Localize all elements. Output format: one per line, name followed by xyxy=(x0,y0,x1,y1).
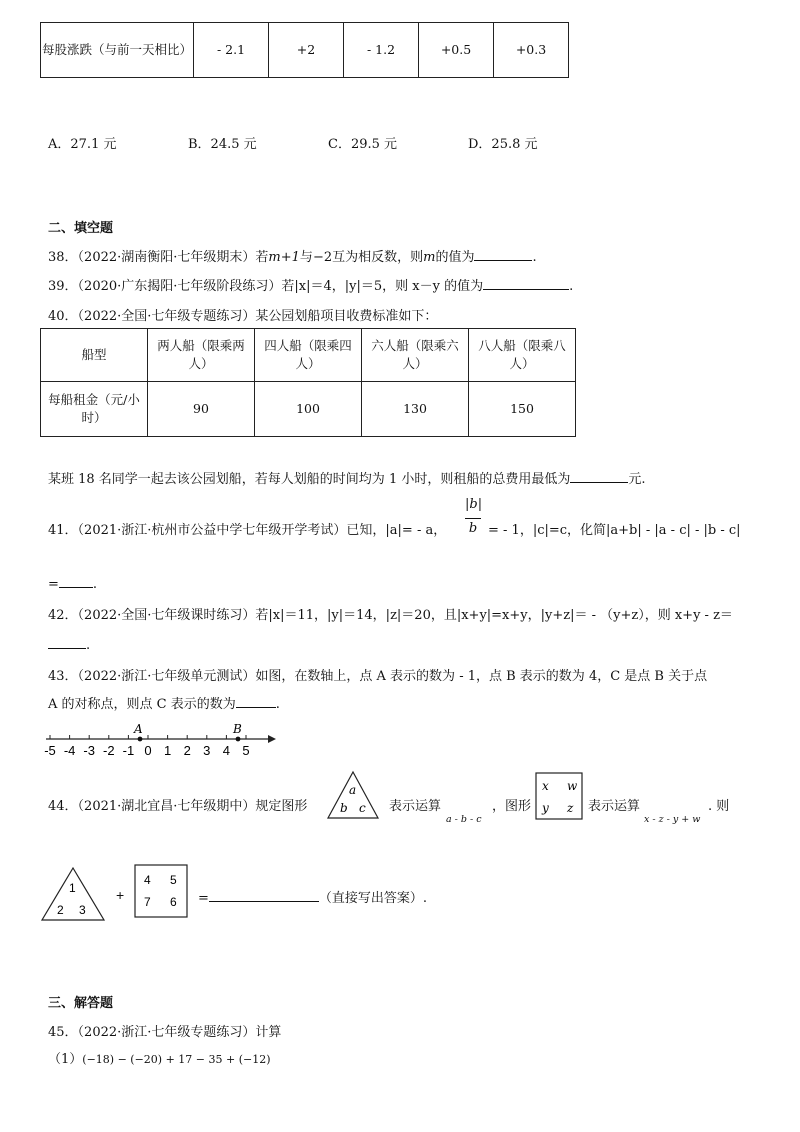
square-number: 7 xyxy=(144,895,151,909)
table-row xyxy=(41,382,576,437)
question-text: . 则 xyxy=(708,799,730,814)
punctuation: . xyxy=(532,250,537,265)
number-line-arrow xyxy=(268,735,276,743)
table-header: 船型 xyxy=(41,329,148,382)
fraction-bar xyxy=(465,518,481,519)
answer-blank xyxy=(209,887,319,902)
plus-sign: + xyxy=(116,887,125,903)
punctuation: 元. xyxy=(628,472,646,487)
question-text: 表示运算 xyxy=(389,799,442,814)
square-symbol xyxy=(535,772,583,820)
number-line-tick-label: 3 xyxy=(203,743,211,758)
question-text: 表示运算 xyxy=(588,799,641,814)
math-variable: m xyxy=(423,250,436,265)
question-text: 某公园划船项目收费标准如下： xyxy=(255,309,438,324)
table-cell: +0.3 xyxy=(494,23,569,78)
table-header: 四人船（限乘四人） xyxy=(255,329,362,382)
question-number: 38． xyxy=(48,250,78,265)
square-letter-z: z xyxy=(567,801,574,815)
table-cell: 150 xyxy=(469,382,576,437)
question-text: 已知，|a|= - a， xyxy=(346,523,447,538)
question-text: 规定图形 xyxy=(255,799,308,814)
stock-change-table xyxy=(40,22,569,78)
question-45-part1 xyxy=(48,1048,271,1067)
question-40 xyxy=(48,305,437,324)
question-41-text: = - 1，|c|=c，化简|a+b| - |a - c| - |b - c| xyxy=(488,523,741,538)
question-43 xyxy=(48,665,707,684)
section-heading: 三、解答题 xyxy=(48,996,114,1011)
question-text: 互为相反数，则 xyxy=(332,250,424,265)
point-b-label: B xyxy=(233,722,242,736)
question-45 xyxy=(48,1021,281,1040)
option-d: D．25.8 元 xyxy=(468,137,538,152)
punctuation: . xyxy=(569,279,574,294)
number-square xyxy=(134,864,188,918)
question-number: 44． xyxy=(48,799,78,814)
point-a xyxy=(138,737,143,742)
square-number: 6 xyxy=(170,895,177,909)
table-cell: +2 xyxy=(269,23,344,78)
fraction-numerator: |b| xyxy=(465,497,483,512)
question-number: 39． xyxy=(48,279,78,294)
number-line-tick-label: 0 xyxy=(144,743,152,758)
answer-blank xyxy=(59,573,93,588)
square-operation: x - z - y + w xyxy=(644,814,701,825)
question-42 xyxy=(48,604,733,623)
equals-sign: = xyxy=(198,891,209,906)
equals-sign: = xyxy=(48,577,59,592)
square-number: 5 xyxy=(170,873,177,887)
triangle-letter-a: a xyxy=(349,783,357,797)
point-b xyxy=(236,737,241,742)
question-source: （2021·湖北宜昌·七年级期中） xyxy=(77,799,256,814)
table-cell: 130 xyxy=(362,382,469,437)
question-source: （2022·浙江·七年级专题练习） xyxy=(77,1025,256,1040)
question-44-answer xyxy=(198,887,427,906)
square-letter-y: y xyxy=(542,801,549,815)
triangle-symbol xyxy=(326,770,380,820)
question-source: （2021·浙江·杭州市公益中学七年级开学考试） xyxy=(77,523,347,538)
table-cell: 90 xyxy=(148,382,255,437)
point-a-label: A xyxy=(134,722,143,736)
section-heading: 二、填空题 xyxy=(48,221,114,236)
punctuation: . xyxy=(86,638,91,653)
option-a: A．27.1 元 xyxy=(48,137,117,152)
table-row xyxy=(41,23,569,78)
question-text: ，图形 xyxy=(492,799,532,814)
triangle-letter-c: c xyxy=(359,801,366,815)
option-b: B．24.5 元 xyxy=(188,137,257,152)
answer-blank xyxy=(570,468,628,483)
question-text: （直接写出答案）. xyxy=(318,891,428,906)
number-line-tick-label: 2 xyxy=(183,743,191,758)
question-text: 的值为 xyxy=(435,250,475,265)
table-row xyxy=(41,329,576,382)
number-line-tick-label: -5 xyxy=(44,743,56,758)
triangle-number-left: 2 xyxy=(57,903,64,917)
question-number: 40． xyxy=(48,309,78,324)
boat-fee-table xyxy=(40,328,576,437)
fraction-denominator: b xyxy=(468,521,478,536)
question-text: 若|x|＝11，|y|＝14，|z|＝20，且|x+y|=x+y，|y+z|＝ - （y+z），则 x+y - z＝ xyxy=(255,608,733,623)
question-41 xyxy=(48,519,446,538)
question-source: （2022·浙江·七年级单元测试） xyxy=(77,669,256,684)
question-43-line2 xyxy=(48,693,280,712)
question-42-answer xyxy=(48,634,90,653)
answer-blank xyxy=(236,693,276,708)
question-text: 若|x|＝4，|y|＝5，则 x－y 的值为 xyxy=(281,279,484,294)
triangle-number-right: 3 xyxy=(79,903,86,917)
table-cell: 每船租金（元/小时） xyxy=(41,382,148,437)
question-text: A 的对称点，则点 C 表示的数为 xyxy=(48,697,236,712)
question-text: 若 xyxy=(255,250,269,265)
question-number: 41． xyxy=(48,523,78,538)
table-cell: 100 xyxy=(255,382,362,437)
math-expression: (−18) − (−20) + 17 − 35 + (−12) xyxy=(82,1053,271,1066)
question-number: 42． xyxy=(48,608,78,623)
question-40-followup xyxy=(48,468,645,487)
triangle-number-top: 1 xyxy=(69,881,76,895)
number-line-tick-label: 5 xyxy=(242,743,250,758)
math-expression: −2 xyxy=(312,250,333,265)
table-header: 两人船（限乘两人） xyxy=(148,329,255,382)
option-c: C．29.5 元 xyxy=(328,137,398,152)
question-source: （2020·广东揭阳·七年级阶段练习） xyxy=(77,279,282,294)
question-number: 45． xyxy=(48,1025,78,1040)
number-line-tick-label: -2 xyxy=(103,743,115,758)
question-source: （2022·全国·七年级课时练习） xyxy=(77,608,256,623)
number-line xyxy=(40,718,280,760)
punctuation: . xyxy=(92,577,98,592)
square-letter-w: w xyxy=(567,779,578,793)
question-text: 如图，在数轴上，点 A 表示的数为 - 1，点 B 表示的数为 4，C 是点 B 关于点 xyxy=(255,669,708,684)
question-text: 某班 18 名同学一起去该公园划船，若每人划船的时间均为 1 小时，则租船的总费用最低为 xyxy=(48,472,571,487)
triangle-operation: a - b - c xyxy=(446,814,482,825)
question-38 xyxy=(48,246,537,265)
question-39 xyxy=(48,275,573,294)
number-triangle xyxy=(40,866,106,922)
table-header: 八人船（限乘八人） xyxy=(469,329,576,382)
question-41-answer xyxy=(48,573,97,592)
math-expression: m+1 xyxy=(268,250,300,265)
table-cell: +0.5 xyxy=(419,23,494,78)
square-number: 4 xyxy=(144,873,151,887)
answer-blank xyxy=(483,275,569,290)
number-line-tick-label: 4 xyxy=(222,743,231,758)
answer-blank xyxy=(48,634,86,649)
number-line-tick-label: 1 xyxy=(163,743,172,758)
number-line-tick-label: -4 xyxy=(63,743,76,758)
question-44 xyxy=(48,795,307,814)
table-header: 六人船（限乘六人） xyxy=(362,329,469,382)
square-letter-x: x xyxy=(542,779,549,793)
number-line-tick-label: -1 xyxy=(122,743,135,758)
question-source: （2022·湖南衡阳·七年级期末） xyxy=(77,250,256,265)
sub-question-number: （1） xyxy=(48,1052,83,1067)
question-number: 43． xyxy=(48,669,78,684)
punctuation: . xyxy=(275,697,280,712)
triangle-letter-b: b xyxy=(340,801,348,815)
question-source: （2022·全国·七年级专题练习） xyxy=(77,309,256,324)
question-text: 与 xyxy=(299,250,313,265)
table-cell: - 2.1 xyxy=(194,23,269,78)
number-line-tick-label: -3 xyxy=(83,743,95,758)
table-cell: 每股涨跌（与前一天相比） xyxy=(41,23,194,78)
answer-blank xyxy=(474,246,532,261)
table-cell: - 1.2 xyxy=(344,23,419,78)
square-outline xyxy=(135,865,187,917)
question-text: 计算 xyxy=(255,1025,282,1040)
